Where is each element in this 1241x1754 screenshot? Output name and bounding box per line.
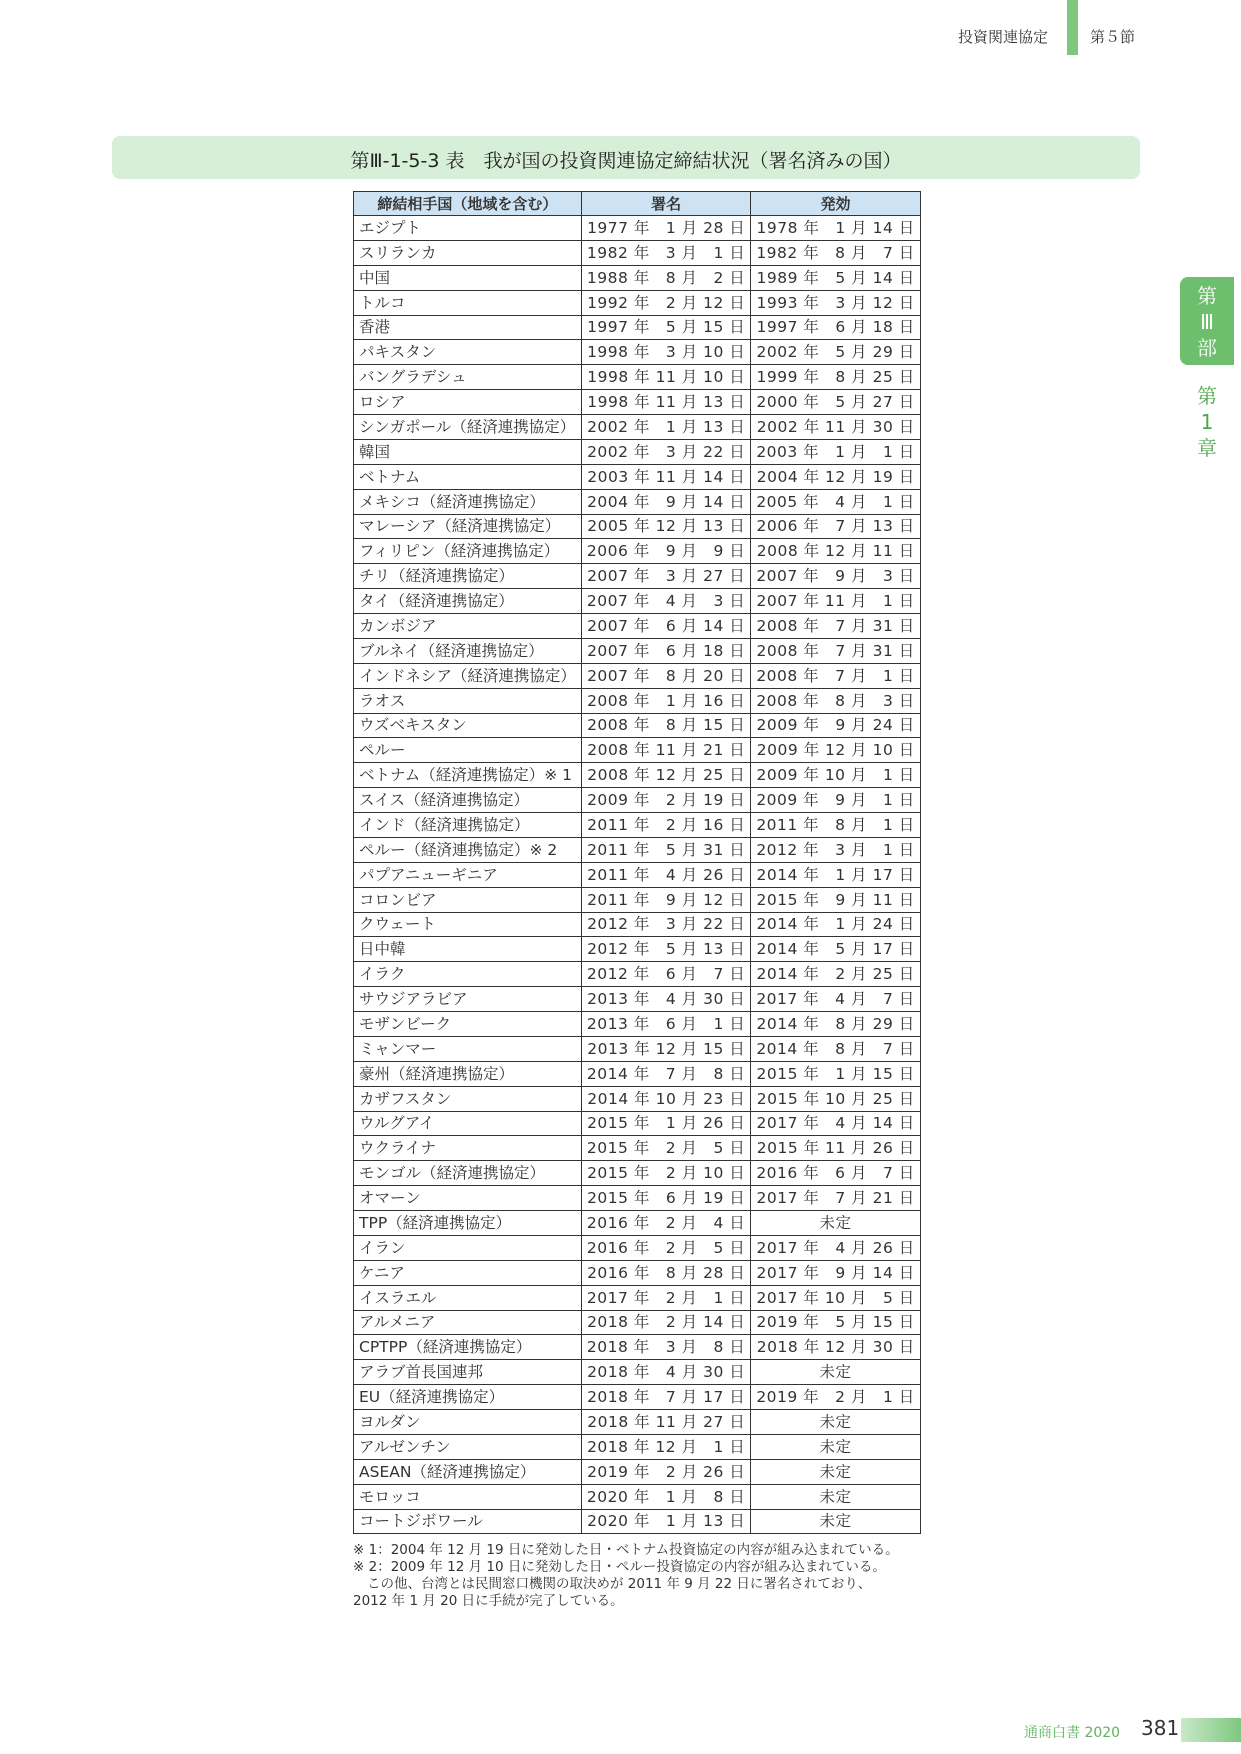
- table-row: [354, 688, 921, 713]
- cell-signed: 2008 年 12 月 25 日: [581, 763, 750, 788]
- table-row: [354, 1310, 921, 1335]
- table-row: [354, 1186, 921, 1211]
- table-row: [354, 539, 921, 564]
- cell-partner: コートジボワール: [354, 1509, 582, 1534]
- table-row: [354, 1012, 921, 1037]
- cell-effective: 2015 年 9 月 11 日: [751, 887, 920, 912]
- cell-effective: 2008 年 7 月 31 日: [751, 638, 920, 663]
- cell-effective: 未定: [751, 1484, 920, 1509]
- table-row: [354, 887, 921, 912]
- cell-effective: 2007 年 11 月 1 日: [751, 589, 920, 614]
- cell-effective: 2011 年 8 月 1 日: [751, 813, 920, 838]
- table-row: [354, 1335, 921, 1360]
- cell-partner: ペルー（経済連携協定）※ 2: [354, 837, 582, 862]
- cell-partner: スイス（経済連携協定）: [354, 788, 582, 813]
- footer-publication: 通商白書 2020: [1024, 1725, 1121, 1741]
- cell-signed: 1998 年 11 月 10 日: [581, 365, 750, 390]
- cell-partner: シンガポール（経済連携協定）: [354, 415, 582, 440]
- cell-effective: 2008 年 7 月 1 日: [751, 663, 920, 688]
- cell-signed: 2011 年 2 月 16 日: [581, 813, 750, 838]
- cell-effective: 1978 年 1 月 14 日: [751, 216, 920, 241]
- note-3-line-1: この他、台湾とは民間窓口機関の取決めが 2011 年 9 月 22 日に署名されており、: [367, 1576, 872, 1592]
- footer-accent-bar: [1181, 1718, 1241, 1742]
- cell-partner: モロッコ: [354, 1484, 582, 1509]
- cell-effective: 2017 年 9 月 14 日: [751, 1260, 920, 1285]
- cell-signed: 1992 年 2 月 12 日: [581, 290, 750, 315]
- cell-effective: 2008 年 12 月 11 日: [751, 539, 920, 564]
- cell-signed: 2007 年 4 月 3 日: [581, 589, 750, 614]
- cell-effective: 未定: [751, 1459, 920, 1484]
- part-tab: [1180, 277, 1234, 365]
- table-row: [354, 788, 921, 813]
- cell-signed: 2018 年 2 月 14 日: [581, 1310, 750, 1335]
- cell-signed: 2016 年 8 月 28 日: [581, 1260, 750, 1285]
- table-row: [354, 813, 921, 838]
- cell-partner: タイ（経済連携協定）: [354, 589, 582, 614]
- table-row: [354, 1161, 921, 1186]
- cell-partner: カザフスタン: [354, 1086, 582, 1111]
- table-row: [354, 240, 921, 265]
- cell-signed: 2014 年 7 月 8 日: [581, 1061, 750, 1086]
- cell-signed: 2015 年 1 月 26 日: [581, 1111, 750, 1136]
- cell-effective: 2015 年 11 月 26 日: [751, 1136, 920, 1161]
- table-row: [354, 589, 921, 614]
- cell-signed: 2012 年 5 月 13 日: [581, 937, 750, 962]
- table-row: [354, 962, 921, 987]
- part-tab-char: 部: [1197, 336, 1217, 360]
- cell-partner: ウズベキスタン: [354, 713, 582, 738]
- cell-partner: エジプト: [354, 216, 582, 241]
- table-row: [354, 265, 921, 290]
- cell-effective: 2004 年 12 月 19 日: [751, 464, 920, 489]
- cell-effective: 2008 年 8 月 3 日: [751, 688, 920, 713]
- table-row: [354, 1136, 921, 1161]
- chapter-tab-char: 章: [1197, 436, 1217, 460]
- cell-signed: 2012 年 3 月 22 日: [581, 912, 750, 937]
- cell-effective: 1997 年 6 月 18 日: [751, 315, 920, 340]
- cell-signed: 2018 年 7 月 17 日: [581, 1385, 750, 1410]
- cell-signed: 2009 年 2 月 19 日: [581, 788, 750, 813]
- cell-partner: イラク: [354, 962, 582, 987]
- cell-partner: スリランカ: [354, 240, 582, 265]
- table-row: [354, 365, 921, 390]
- table-row: [354, 489, 921, 514]
- cell-partner: モザンビーク: [354, 1012, 582, 1037]
- cell-effective: 1982 年 8 月 7 日: [751, 240, 920, 265]
- cell-effective: 2012 年 3 月 1 日: [751, 837, 920, 862]
- cell-partner: コロンビア: [354, 887, 582, 912]
- table-row: [354, 862, 921, 887]
- cell-partner: インドネシア（経済連携協定）: [354, 663, 582, 688]
- table-row: [354, 738, 921, 763]
- cell-effective: 2003 年 1 月 1 日: [751, 439, 920, 464]
- cell-signed: 2015 年 6 月 19 日: [581, 1186, 750, 1211]
- cell-effective: 2014 年 5 月 17 日: [751, 937, 920, 962]
- cell-effective: 2007 年 9 月 3 日: [751, 564, 920, 589]
- table-row: [354, 1385, 921, 1410]
- cell-partner: 豪州（経済連携協定）: [354, 1061, 582, 1086]
- cell-signed: 2006 年 9 月 9 日: [581, 539, 750, 564]
- cell-partner: パプアニューギニア: [354, 862, 582, 887]
- cell-signed: 2011 年 5 月 31 日: [581, 837, 750, 862]
- table-row: [354, 638, 921, 663]
- cell-partner: ブルネイ（経済連携協定）: [354, 638, 582, 663]
- cell-signed: 2007 年 8 月 20 日: [581, 663, 750, 688]
- table-row: [354, 216, 921, 241]
- cell-effective: 2014 年 1 月 24 日: [751, 912, 920, 937]
- cell-signed: 2005 年 12 月 13 日: [581, 514, 750, 539]
- table-title-band: [112, 136, 1140, 179]
- cell-effective: 2014 年 2 月 25 日: [751, 962, 920, 987]
- cell-partner: ラオス: [354, 688, 582, 713]
- cell-effective: 2014 年 1 月 17 日: [751, 862, 920, 887]
- cell-signed: 2004 年 9 月 14 日: [581, 489, 750, 514]
- note-2: ※ 2：2009 年 12 月 10 日に発効した日・ペルー投資協定の内容が組み込まれている。: [353, 1559, 886, 1575]
- table-row: [354, 937, 921, 962]
- cell-effective: 未定: [751, 1410, 920, 1435]
- cell-partner: EU（経済連携協定）: [354, 1385, 582, 1410]
- cell-partner: CPTPP（経済連携協定）: [354, 1335, 582, 1360]
- cell-signed: 2007 年 6 月 14 日: [581, 614, 750, 639]
- cell-partner: アルゼンチン: [354, 1434, 582, 1459]
- cell-partner: ベトナム（経済連携協定）※ 1: [354, 763, 582, 788]
- treaty-table-body: [354, 216, 921, 1534]
- cell-signed: 2020 年 1 月 8 日: [581, 1484, 750, 1509]
- table-row: [354, 837, 921, 862]
- table-row: [354, 1111, 921, 1136]
- chapter-tab: [1180, 383, 1234, 461]
- cell-effective: 2008 年 7 月 31 日: [751, 614, 920, 639]
- table-row: [354, 713, 921, 738]
- cell-partner: 中国: [354, 265, 582, 290]
- table-row: [354, 315, 921, 340]
- cell-partner: クウェート: [354, 912, 582, 937]
- table-row: [354, 1509, 921, 1534]
- cell-partner: 韓国: [354, 439, 582, 464]
- cell-effective: 未定: [751, 1434, 920, 1459]
- table-row: [354, 1459, 921, 1484]
- cell-partner: トルコ: [354, 290, 582, 315]
- table-row: [354, 1211, 921, 1236]
- cell-effective: 2002 年 5 月 29 日: [751, 340, 920, 365]
- cell-effective: 2016 年 6 月 7 日: [751, 1161, 920, 1186]
- cell-effective: 2019 年 5 月 15 日: [751, 1310, 920, 1335]
- table-row: [354, 1036, 921, 1061]
- table-row: [354, 464, 921, 489]
- cell-effective: 1989 年 5 月 14 日: [751, 265, 920, 290]
- table-row: [354, 1434, 921, 1459]
- cell-effective: 2014 年 8 月 7 日: [751, 1036, 920, 1061]
- cell-partner: ペルー: [354, 738, 582, 763]
- cell-effective: 2009 年 9 月 1 日: [751, 788, 920, 813]
- header-accent-bar: [1067, 0, 1078, 55]
- header-effective: 発効: [751, 192, 920, 216]
- cell-effective: 2017 年 4 月 7 日: [751, 987, 920, 1012]
- cell-partner: オマーン: [354, 1186, 582, 1211]
- cell-partner: 香港: [354, 315, 582, 340]
- cell-effective: 2018 年 12 月 30 日: [751, 1335, 920, 1360]
- table-row: [354, 1410, 921, 1435]
- cell-signed: 2015 年 2 月 5 日: [581, 1136, 750, 1161]
- cell-signed: 2017 年 2 月 1 日: [581, 1285, 750, 1310]
- table-header-row: [354, 192, 921, 216]
- cell-effective: 2002 年 11 月 30 日: [751, 415, 920, 440]
- table-row: [354, 763, 921, 788]
- table-row: [354, 514, 921, 539]
- cell-effective: 未定: [751, 1211, 920, 1236]
- cell-signed: 2012 年 6 月 7 日: [581, 962, 750, 987]
- table-row: [354, 290, 921, 315]
- cell-signed: 1988 年 8 月 2 日: [581, 265, 750, 290]
- table-row: [354, 1086, 921, 1111]
- running-header-section: 投資関連協定: [958, 28, 1049, 46]
- cell-partner: TPP（経済連携協定）: [354, 1211, 582, 1236]
- cell-partner: チリ（経済連携協定）: [354, 564, 582, 589]
- table-row: [354, 1061, 921, 1086]
- cell-partner: 日中韓: [354, 937, 582, 962]
- cell-effective: 2009 年 9 月 24 日: [751, 713, 920, 738]
- cell-effective: 2006 年 7 月 13 日: [751, 514, 920, 539]
- cell-signed: 1997 年 5 月 15 日: [581, 315, 750, 340]
- cell-signed: 2018 年 4 月 30 日: [581, 1360, 750, 1385]
- cell-signed: 2008 年 8 月 15 日: [581, 713, 750, 738]
- cell-partner: ウクライナ: [354, 1136, 582, 1161]
- cell-signed: 1998 年 11 月 13 日: [581, 390, 750, 415]
- cell-partner: マレーシア（経済連携協定）: [354, 514, 582, 539]
- table-row: [354, 663, 921, 688]
- header-signed: 署名: [581, 192, 750, 216]
- cell-partner: バングラデシュ: [354, 365, 582, 390]
- treaty-table: [353, 191, 921, 1534]
- cell-partner: メキシコ（経済連携協定）: [354, 489, 582, 514]
- cell-partner: インド（経済連携協定）: [354, 813, 582, 838]
- cell-signed: 2016 年 2 月 5 日: [581, 1235, 750, 1260]
- cell-partner: イラン: [354, 1235, 582, 1260]
- note-1: ※ 1：2004 年 12 月 19 日に発効した日・ベトナム投資協定の内容が組み込まれている。: [353, 1542, 899, 1558]
- cell-partner: アラブ首長国連邦: [354, 1360, 582, 1385]
- cell-effective: 2000 年 5 月 27 日: [751, 390, 920, 415]
- cell-effective: 2017 年 7 月 21 日: [751, 1186, 920, 1211]
- cell-signed: 2011 年 9 月 12 日: [581, 887, 750, 912]
- cell-partner: イスラエル: [354, 1285, 582, 1310]
- table-row: [354, 1285, 921, 1310]
- cell-partner: フィリピン（経済連携協定）: [354, 539, 582, 564]
- cell-signed: 2008 年 1 月 16 日: [581, 688, 750, 713]
- cell-effective: 未定: [751, 1360, 920, 1385]
- cell-signed: 2002 年 1 月 13 日: [581, 415, 750, 440]
- cell-partner: ウルグアイ: [354, 1111, 582, 1136]
- table-row: [354, 1260, 921, 1285]
- cell-signed: 2002 年 3 月 22 日: [581, 439, 750, 464]
- cell-signed: 2018 年 3 月 8 日: [581, 1335, 750, 1360]
- cell-partner: ケニア: [354, 1260, 582, 1285]
- cell-partner: ベトナム: [354, 464, 582, 489]
- cell-signed: 2019 年 2 月 26 日: [581, 1459, 750, 1484]
- running-header-chapter: 第５節: [1090, 28, 1136, 46]
- table-row: [354, 415, 921, 440]
- cell-signed: 2007 年 6 月 18 日: [581, 638, 750, 663]
- cell-effective: 1999 年 8 月 25 日: [751, 365, 920, 390]
- cell-signed: 2014 年 10 月 23 日: [581, 1086, 750, 1111]
- cell-signed: 2013 年 4 月 30 日: [581, 987, 750, 1012]
- part-tab-char: Ⅲ: [1200, 310, 1214, 334]
- cell-partner: ロシア: [354, 390, 582, 415]
- chapter-tab-char: 第: [1197, 384, 1217, 408]
- cell-effective: 2015 年 1 月 15 日: [751, 1061, 920, 1086]
- cell-effective: 2005 年 4 月 1 日: [751, 489, 920, 514]
- page-number: 381: [1141, 1716, 1180, 1740]
- chapter-tab-char: 1: [1200, 410, 1214, 434]
- cell-effective: 2019 年 2 月 1 日: [751, 1385, 920, 1410]
- cell-partner: サウジアラビア: [354, 987, 582, 1012]
- cell-signed: 2018 年 11 月 27 日: [581, 1410, 750, 1435]
- cell-signed: 2015 年 2 月 10 日: [581, 1161, 750, 1186]
- cell-effective: 2009 年 12 月 10 日: [751, 738, 920, 763]
- cell-partner: カンボジア: [354, 614, 582, 639]
- cell-signed: 2008 年 11 月 21 日: [581, 738, 750, 763]
- cell-partner: ASEAN（経済連携協定）: [354, 1459, 582, 1484]
- cell-partner: ヨルダン: [354, 1410, 582, 1435]
- header-partner: 締結相手国（地域を含む）: [354, 192, 582, 216]
- table-row: [354, 1484, 921, 1509]
- table-notes: [353, 1542, 903, 1610]
- cell-effective: 2017 年 4 月 26 日: [751, 1235, 920, 1260]
- cell-signed: 2016 年 2 月 4 日: [581, 1211, 750, 1236]
- cell-signed: 2018 年 12 月 1 日: [581, 1434, 750, 1459]
- cell-partner: パキスタン: [354, 340, 582, 365]
- cell-effective: 2017 年 10 月 5 日: [751, 1285, 920, 1310]
- cell-signed: 1982 年 3 月 1 日: [581, 240, 750, 265]
- table-row: [354, 564, 921, 589]
- table-row: [354, 1235, 921, 1260]
- cell-signed: 2013 年 12 月 15 日: [581, 1036, 750, 1061]
- table-title: 第Ⅲ-1-5-3 表 我が国の投資関連協定締結状況（署名済みの国）: [350, 150, 902, 172]
- table-row: [354, 340, 921, 365]
- table-row: [354, 614, 921, 639]
- cell-signed: 2020 年 1 月 13 日: [581, 1509, 750, 1534]
- cell-partner: アルメニア: [354, 1310, 582, 1335]
- table-row: [354, 987, 921, 1012]
- part-tab-char: 第: [1197, 284, 1217, 308]
- cell-effective: 未定: [751, 1509, 920, 1534]
- table-row: [354, 439, 921, 464]
- cell-effective: 1993 年 3 月 12 日: [751, 290, 920, 315]
- table-row: [354, 390, 921, 415]
- cell-signed: 2011 年 4 月 26 日: [581, 862, 750, 887]
- cell-effective: 2015 年 10 月 25 日: [751, 1086, 920, 1111]
- note-3-line-2: 2012 年 1 月 20 日に手続が完了している。: [353, 1593, 624, 1609]
- table-row: [354, 1360, 921, 1385]
- cell-effective: 2014 年 8 月 29 日: [751, 1012, 920, 1037]
- cell-partner: ミャンマー: [354, 1036, 582, 1061]
- cell-signed: 1977 年 1 月 28 日: [581, 216, 750, 241]
- cell-effective: 2017 年 4 月 14 日: [751, 1111, 920, 1136]
- table-row: [354, 912, 921, 937]
- cell-signed: 2003 年 11 月 14 日: [581, 464, 750, 489]
- cell-effective: 2009 年 10 月 1 日: [751, 763, 920, 788]
- cell-partner: モンゴル（経済連携協定）: [354, 1161, 582, 1186]
- cell-signed: 2007 年 3 月 27 日: [581, 564, 750, 589]
- cell-signed: 1998 年 3 月 10 日: [581, 340, 750, 365]
- cell-signed: 2013 年 6 月 1 日: [581, 1012, 750, 1037]
